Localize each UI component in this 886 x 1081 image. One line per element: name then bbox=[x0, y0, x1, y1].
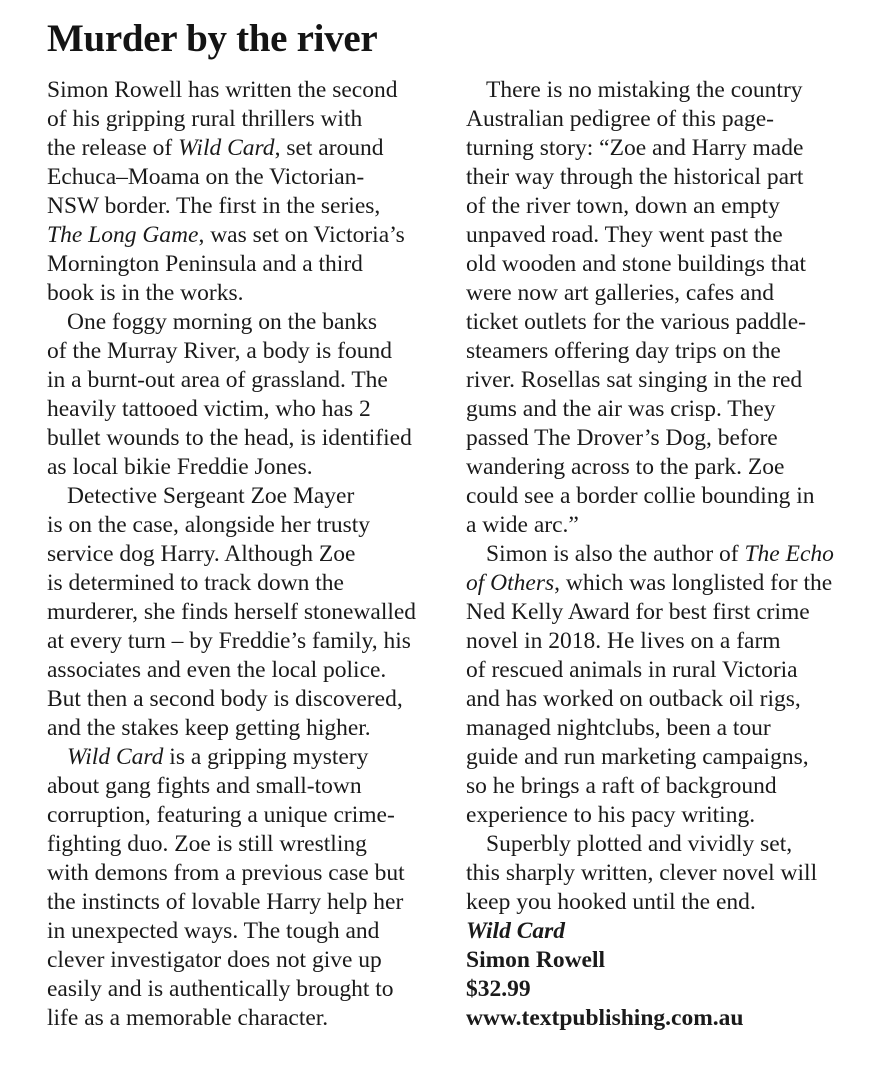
text-segment: , which was longlisted for the bbox=[554, 570, 833, 596]
text-line bbox=[47, 917, 432, 946]
text-line bbox=[466, 279, 851, 308]
italic-text: of Others bbox=[466, 570, 555, 596]
text-line bbox=[47, 598, 432, 627]
text-line bbox=[466, 395, 851, 424]
text-line bbox=[47, 569, 432, 598]
text-line bbox=[466, 366, 851, 395]
text-segment: were now art galleries, cafes and bbox=[466, 280, 774, 306]
text-line bbox=[47, 656, 432, 685]
text-segment: fighting duo. Zoe is still wrestling bbox=[47, 831, 367, 857]
text-segment: river. Rosellas sat singing in the red bbox=[466, 367, 803, 393]
text-line bbox=[466, 424, 851, 453]
text-line bbox=[47, 250, 432, 279]
text-line bbox=[466, 569, 851, 598]
text-line bbox=[466, 105, 851, 134]
text-line bbox=[466, 714, 851, 743]
text-segment: in a burnt-out area of grassland. The bbox=[47, 367, 388, 393]
text-segment: with demons from a previous case but bbox=[47, 860, 405, 886]
text-segment: so he brings a raft of background bbox=[466, 773, 777, 799]
text-line bbox=[47, 105, 432, 134]
text-line bbox=[47, 627, 432, 656]
text-line bbox=[47, 714, 432, 743]
text-line bbox=[466, 221, 851, 250]
text-segment: this sharply written, clever novel will bbox=[466, 860, 818, 886]
text-line bbox=[47, 453, 432, 482]
text-line bbox=[466, 337, 851, 366]
text-segment: passed The Drover’s Dog, before bbox=[466, 425, 778, 451]
text-line bbox=[466, 801, 851, 830]
text-segment: of his gripping rural thrillers with bbox=[47, 106, 363, 132]
text-line bbox=[47, 511, 432, 540]
italic-text: Wild Card bbox=[67, 744, 164, 770]
text-segment: managed nightclubs, been a tour bbox=[466, 715, 771, 741]
text-line bbox=[466, 743, 851, 772]
text-segment: wandering across to the park. Zoe bbox=[466, 454, 785, 480]
text-segment: murderer, she finds herself stonewalled bbox=[47, 599, 417, 625]
text-line bbox=[47, 366, 432, 395]
text-segment: Simon Rowell has written the second bbox=[47, 77, 398, 103]
text-line bbox=[466, 192, 851, 221]
text-line bbox=[466, 830, 851, 859]
book-title: Wild Card bbox=[466, 918, 566, 944]
text-segment: the release of bbox=[47, 135, 179, 161]
text-segment: clever investigator does not give up bbox=[47, 947, 382, 973]
text-line bbox=[466, 250, 851, 279]
text-segment: Simon is also the author of bbox=[486, 541, 745, 567]
text-segment: about gang fights and small-town bbox=[47, 773, 362, 799]
text-segment: of the Murray River, a body is found bbox=[47, 338, 392, 364]
text-line bbox=[47, 772, 432, 801]
text-segment: could see a border collie bounding in bbox=[466, 483, 815, 509]
text-segment: But then a second body is discovered, bbox=[47, 686, 403, 712]
text-segment: is determined to track down the bbox=[47, 570, 344, 596]
text-segment: There is no mistaking the country bbox=[486, 77, 803, 103]
text-segment: is on the case, alongside her trusty bbox=[47, 512, 371, 538]
article-title: Murder by the river bbox=[47, 17, 378, 60]
text-segment: keep you hooked until the end. bbox=[466, 889, 756, 915]
text-segment: novel in 2018. He lives on a farm bbox=[466, 628, 781, 654]
text-line bbox=[47, 801, 432, 830]
text-segment: guide and run marketing campaigns, bbox=[466, 744, 809, 770]
text-segment: , was set on Victoria’s bbox=[198, 222, 405, 248]
text-line bbox=[47, 975, 432, 1004]
text-line bbox=[47, 192, 432, 221]
text-line bbox=[47, 540, 432, 569]
text-line bbox=[466, 76, 851, 105]
text-line bbox=[466, 308, 851, 337]
text-segment: , set around bbox=[274, 135, 384, 161]
text-segment: Australian pedigree of this page- bbox=[466, 106, 775, 132]
text-segment: gums and the air was crisp. They bbox=[466, 396, 776, 422]
text-segment: the instincts of lovable Harry help her bbox=[47, 889, 404, 915]
article-left-column bbox=[47, 76, 432, 1033]
italic-text: Wild Card bbox=[178, 135, 275, 161]
text-segment: life as a memorable character. bbox=[47, 1005, 329, 1031]
text-segment: steamers offering day trips on the bbox=[466, 338, 781, 364]
text-line bbox=[466, 598, 851, 627]
publisher-website: www.textpublishing.com.au bbox=[466, 1005, 744, 1031]
text-line bbox=[47, 1004, 432, 1033]
text-line bbox=[47, 888, 432, 917]
text-segment: experience to his pacy writing. bbox=[466, 802, 756, 828]
text-segment: turning story: “Zoe and Harry made bbox=[466, 135, 804, 161]
text-line bbox=[466, 859, 851, 888]
text-segment: at every turn – by Freddie’s family, his bbox=[47, 628, 411, 654]
text-line bbox=[47, 76, 432, 105]
text-line bbox=[466, 627, 851, 656]
text-line bbox=[47, 946, 432, 975]
text-segment: Echuca–Moama on the Victorian- bbox=[47, 164, 365, 190]
text-segment: Mornington Peninsula and a third bbox=[47, 251, 363, 277]
text-line bbox=[47, 308, 432, 337]
text-line bbox=[47, 163, 432, 192]
text-line bbox=[47, 743, 432, 772]
text-line bbox=[47, 830, 432, 859]
text-line bbox=[47, 424, 432, 453]
text-segment: Superbly plotted and vividly set, bbox=[486, 831, 793, 857]
text-segment: easily and is authentically brought to bbox=[47, 976, 394, 1002]
text-segment: ticket outlets for the various paddle- bbox=[466, 309, 806, 335]
text-line bbox=[466, 482, 851, 511]
text-segment: service dog Harry. Although Zoe bbox=[47, 541, 356, 567]
text-line bbox=[47, 279, 432, 308]
text-line bbox=[466, 540, 851, 569]
article-right-column bbox=[466, 76, 851, 1033]
text-line bbox=[466, 163, 851, 192]
text-line bbox=[466, 134, 851, 163]
text-segment: and the stakes keep getting higher. bbox=[47, 715, 371, 741]
text-segment: book is in the works. bbox=[47, 280, 244, 306]
text-line bbox=[466, 772, 851, 801]
text-line bbox=[466, 685, 851, 714]
text-segment: corruption, featuring a unique crime- bbox=[47, 802, 395, 828]
text-line bbox=[466, 888, 851, 917]
text-line bbox=[47, 337, 432, 366]
text-segment: in unexpected ways. The tough and bbox=[47, 918, 380, 944]
text-segment: Ned Kelly Award for best first crime bbox=[466, 599, 810, 625]
book-price: $32.99 bbox=[466, 976, 531, 1002]
text-segment: One foggy morning on the banks bbox=[67, 309, 378, 335]
text-segment: of rescued animals in rural Victoria bbox=[466, 657, 798, 683]
text-line bbox=[47, 134, 432, 163]
text-segment: bullet wounds to the head, is identified bbox=[47, 425, 412, 451]
text-line bbox=[47, 482, 432, 511]
text-segment: associates and even the local police. bbox=[47, 657, 387, 683]
text-segment: heavily tattooed victim, who has 2 bbox=[47, 396, 371, 422]
text-line bbox=[466, 511, 851, 540]
italic-text: The Echo bbox=[744, 541, 834, 567]
book-author: Simon Rowell bbox=[466, 947, 606, 973]
text-line bbox=[47, 221, 432, 250]
text-line bbox=[47, 685, 432, 714]
text-segment: old wooden and stone buildings that bbox=[466, 251, 807, 277]
text-line bbox=[47, 859, 432, 888]
text-segment: Detective Sergeant Zoe Mayer bbox=[67, 483, 355, 509]
text-segment: a wide arc.” bbox=[466, 512, 579, 538]
text-segment: their way through the historical part bbox=[466, 164, 804, 190]
text-line bbox=[466, 453, 851, 482]
text-segment: and has worked on outback oil rigs, bbox=[466, 686, 801, 712]
text-segment: as local bikie Freddie Jones. bbox=[47, 454, 313, 480]
text-line bbox=[47, 395, 432, 424]
italic-text: The Long Game bbox=[47, 222, 199, 248]
text-segment: unpaved road. They went past the bbox=[466, 222, 783, 248]
text-segment: NSW border. The first in the series, bbox=[47, 193, 381, 219]
text-line bbox=[466, 656, 851, 685]
text-segment: of the river town, down an empty bbox=[466, 193, 780, 219]
text-segment: is a gripping mystery bbox=[163, 744, 369, 770]
